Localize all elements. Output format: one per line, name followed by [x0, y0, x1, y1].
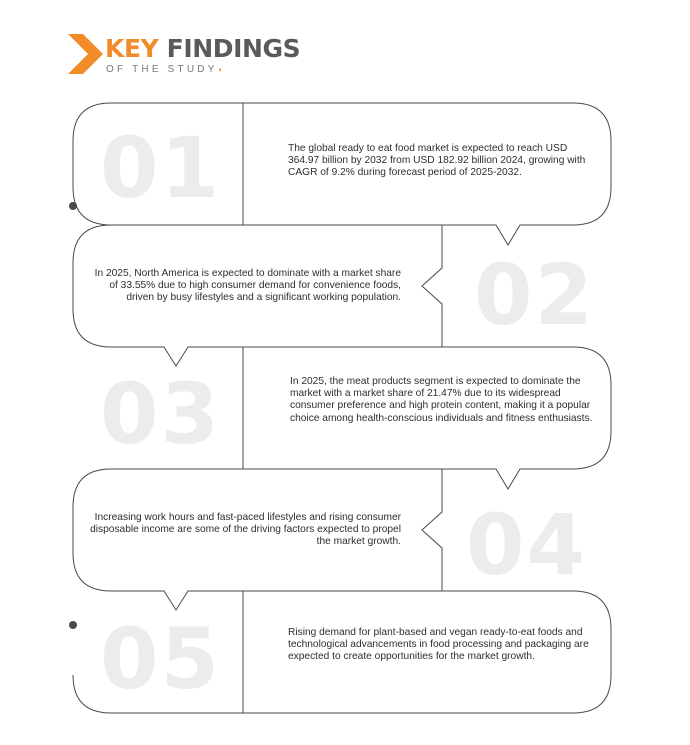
finding-text-05: Rising demand for plant-based and vegan ready-to-eat foods and technological advancements in food processing and packaging are expected to create opportunities for the market growth.: [288, 627, 589, 663]
finding-text-02: In 2025, North America is expected to dominate with a market share of 33.55% due to high consumer demand for convenience foods, driven by busy lifestyles and a significant working population.: [94, 268, 401, 304]
page-title: KEY FINDINGS: [105, 34, 301, 63]
finding-number-04: 04: [466, 496, 587, 594]
finding-text-01: The global ready to eat food market is expected to reach USD 364.97 billion by 2032 from USD 182.92 billion 2024, growing with CAGR of 9.2% during forecast period of 2025-2032.: [288, 143, 586, 179]
finding-number-02: 02: [474, 246, 595, 344]
crescent-icon: ◖: [217, 65, 223, 74]
finding-number-05: 05: [100, 610, 221, 708]
dot-marker: [69, 621, 77, 629]
finding-text-04: Increasing work hours and fast-paced lifestyles and rising consumer disposable income are some of the driving factors expected to propel the market growth.: [90, 512, 401, 548]
finding-number-01: 01: [100, 119, 221, 217]
page-subtitle: OF THE STUDY◖: [106, 64, 223, 75]
dot-marker: [69, 202, 77, 210]
finding-text-03: In 2025, the meat products segment is expected to dominate the market with a market share of 21.47% due to its widespread consumer preference and high protein content, making it a popular choice among health-conscious individuals and fitness enthusiasts.: [290, 376, 593, 424]
finding-number-03: 03: [100, 365, 221, 463]
